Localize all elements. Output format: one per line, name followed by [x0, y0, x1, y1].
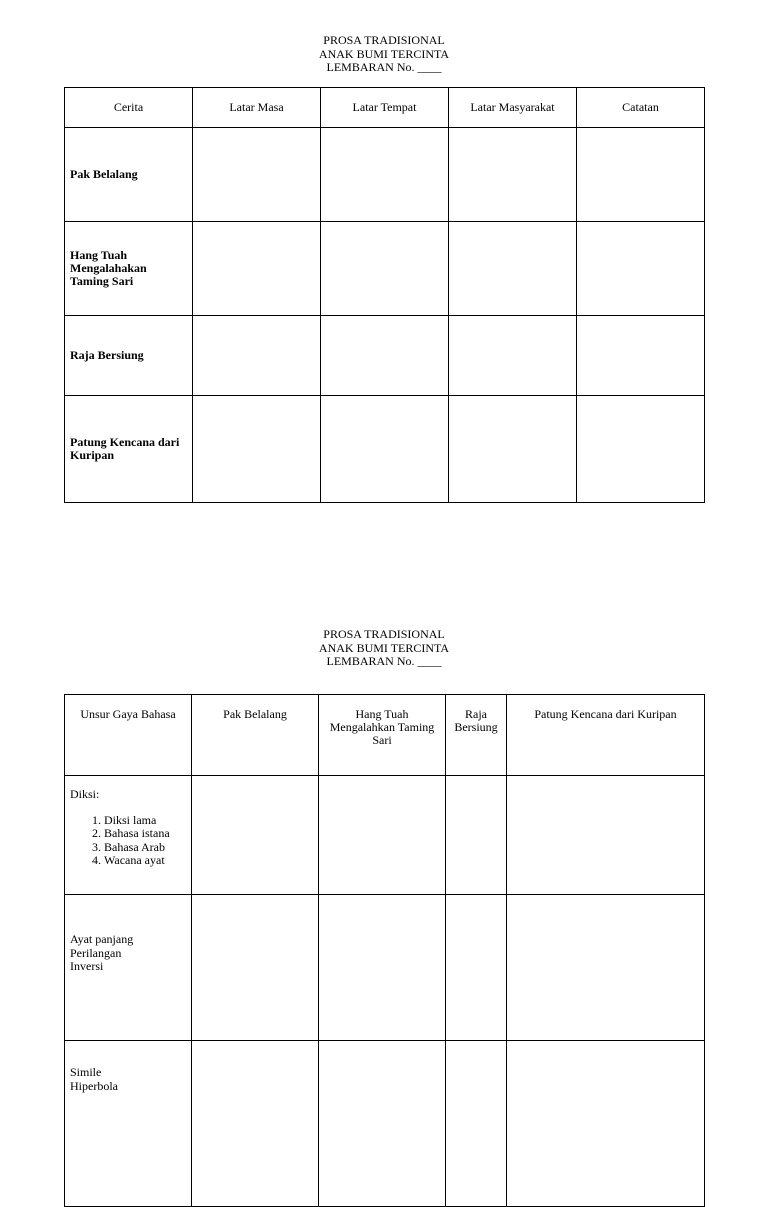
list-item: 3. Bahasa Arab — [104, 841, 186, 855]
blank-cell[interactable] — [577, 316, 705, 396]
sheet2-sheet-number: LEMBARAN No. ____ — [326, 654, 442, 668]
col-header-pak-belalang: Pak Belalang — [192, 695, 319, 776]
col-header-hang-tuah: Hang Tuah Mengalahkan Taming Sari — [319, 695, 446, 776]
story-cell: Pak Belalang — [65, 128, 193, 222]
style-item: Perilangan — [70, 945, 122, 960]
blank-cell[interactable] — [507, 1041, 705, 1207]
col-header-cerita: Cerita — [65, 88, 193, 128]
blank-cell[interactable] — [192, 1041, 319, 1207]
blank-cell[interactable] — [193, 222, 321, 316]
table-row — [65, 396, 705, 503]
setting-table — [64, 87, 705, 503]
blank-cell[interactable] — [577, 128, 705, 222]
style-item: Inversi — [70, 959, 104, 973]
blank-cell[interactable] — [577, 222, 705, 316]
table-row — [65, 895, 705, 1041]
diksi-cell — [65, 776, 192, 895]
blank-cell[interactable] — [321, 128, 449, 222]
blank-cell[interactable] — [193, 316, 321, 396]
blank-cell[interactable] — [577, 396, 705, 503]
sheet2-title: PROSA TRADISIONAL — [323, 627, 445, 641]
table-header-row — [65, 695, 705, 776]
blank-cell[interactable] — [449, 396, 577, 503]
blank-cell[interactable] — [319, 895, 446, 1041]
sheet1-subtitle: ANAK BUMI TERCINTA — [318, 46, 450, 61]
blank-cell[interactable] — [192, 895, 319, 1041]
blank-cell[interactable] — [446, 1041, 507, 1207]
blank-cell[interactable] — [321, 316, 449, 396]
blank-cell[interactable] — [193, 128, 321, 222]
table-row — [65, 222, 705, 316]
story-cell: Patung Kencana dari Kuripan — [65, 396, 193, 503]
blank-cell[interactable] — [507, 776, 705, 895]
story-cell: Hang Tuah Mengalahakan Taming Sari — [65, 222, 193, 316]
list-item: 1. Diksi lama — [104, 814, 186, 828]
table-row — [65, 316, 705, 396]
diksi-label: Diksi: — [70, 787, 100, 801]
sheet2-subtitle: ANAK BUMI TERCINTA — [318, 640, 450, 655]
table-row — [65, 128, 705, 222]
diksi-list — [70, 814, 186, 868]
figurative-style-cell — [65, 1041, 192, 1207]
col-header-patung-kencana: Patung Kencana dari Kuripan — [507, 695, 705, 776]
table-row — [65, 776, 705, 895]
blank-cell[interactable] — [449, 222, 577, 316]
sheet1-title: PROSA TRADISIONAL — [323, 33, 445, 47]
blank-cell[interactable] — [446, 776, 507, 895]
col-header-latar-masa: Latar Masa — [193, 88, 321, 128]
sentence-style-cell — [65, 895, 192, 1041]
blank-cell[interactable] — [507, 895, 705, 1041]
col-header-latar-masyarakat: Latar Masyarakat — [449, 88, 577, 128]
style-table — [64, 694, 705, 1207]
blank-cell[interactable] — [192, 776, 319, 895]
list-item: 2. Bahasa istana — [104, 827, 186, 841]
table-row — [65, 1041, 705, 1207]
blank-cell[interactable] — [449, 128, 577, 222]
col-header-latar-tempat: Latar Tempat — [321, 88, 449, 128]
list-item: 4. Wacana ayat — [104, 854, 186, 868]
col-header-catatan: Catatan — [577, 88, 705, 128]
style-item: Ayat panjang — [70, 932, 134, 946]
blank-cell[interactable] — [321, 222, 449, 316]
sheet2-heading — [0, 628, 768, 669]
blank-cell[interactable] — [449, 316, 577, 396]
table-header-row — [65, 88, 705, 128]
blank-cell[interactable] — [193, 396, 321, 503]
style-item: Hiperbola — [70, 1078, 118, 1093]
blank-cell[interactable] — [319, 776, 446, 895]
style-item: Simile — [70, 1065, 102, 1079]
story-cell: Raja Bersiung — [65, 316, 193, 396]
col-header-unsur-gaya-bahasa: Unsur Gaya Bahasa — [65, 695, 192, 776]
col-header-raja-bersiung: Raja Bersiung — [446, 695, 507, 776]
sheet1-sheet-number: LEMBARAN No. ____ — [326, 60, 442, 74]
blank-cell[interactable] — [319, 1041, 446, 1207]
blank-cell[interactable] — [446, 895, 507, 1041]
sheet1-heading — [0, 34, 768, 75]
blank-cell[interactable] — [321, 396, 449, 503]
